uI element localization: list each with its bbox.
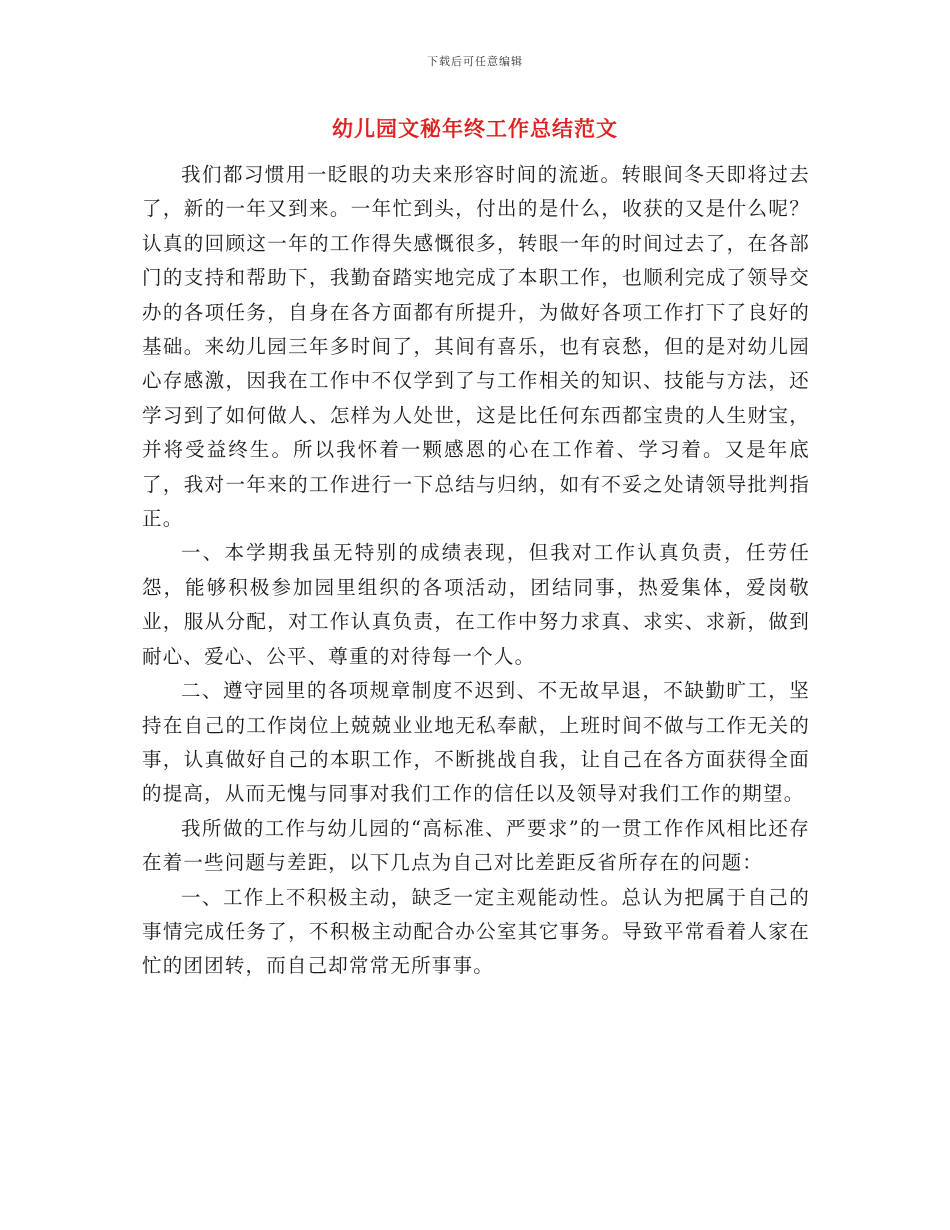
paragraph: 一、工作上不积极主动，缺乏一定主观能动性。总认为把属于自己的事情完成任务了，不积极主动配合办公室其它事务。导致平常看着人家在忙的团团转，而自己却常常无所事事。 xyxy=(142,885,810,978)
paragraph: 我们都习惯用一眨眼的功夫来形容时间的流逝。转眼间冬天即将过去了，新的一年又到来。一年忙到头，付出的是什么，收获的又是什么呢？认真的回顾这一年的工作得失感慨很多，转眼一年的时间过去了，在各部门的支持和帮助下，我勤奋踏实地完成了本职工作，也顺利完成了领导交办的各项任务，自身在各方面都有所提升，为做好各项工作打下了良好的基础。来幼儿园三年多时间了，其间有喜乐，也有哀愁，但的是对幼儿园心存感激，因我在工作中不仅学到了与工作相关的知识、技能与方法，还学习到了如何做人、怎样为人处世，这是比任何东西都宝贵的人生财宝，并将受益终生。所以我怀着一颗感恩的心在工作着、学习着。又是年底了，我对一年来的工作进行一下总结与归纳，如有不妥之处请领导批判指正。 xyxy=(142,163,810,531)
paragraph: 一、本学期我虽无特别的成绩表现，但我对工作认真负责，任劳任怨，能够积极参加园里组织的各项活动，团结同事，热爱集体，爱岗敬业，服从分配，对工作认真负责，在工作中努力求真、求实、求新，做到耐心、爱心、公平、尊重的对待每一个人。 xyxy=(142,541,810,668)
paragraph: 二、遵守园里的各项规章制度不迟到、不无故早退，不缺勤旷工，坚持在自己的工作岗位上兢兢业业地无私奉献，上班时间不做与工作无关的事，认真做好自己的本职工作，不断挑战自我，让自己在各方面获得全面的提高，从而无愧与同事对我们工作的信任以及领导对我们工作的期望。 xyxy=(142,679,810,806)
document-title: 幼儿园文秘年终工作总结范文 xyxy=(332,116,618,141)
paragraph: 我所做的工作与幼儿园的“高标准、严要求”的一贯工作作风相比还存在着一些问题与差距，以下几点为自己对比差距反省所存在的问题： xyxy=(142,816,810,875)
document-body xyxy=(142,158,810,984)
header-note: 下载后可任意编辑 xyxy=(427,55,523,68)
